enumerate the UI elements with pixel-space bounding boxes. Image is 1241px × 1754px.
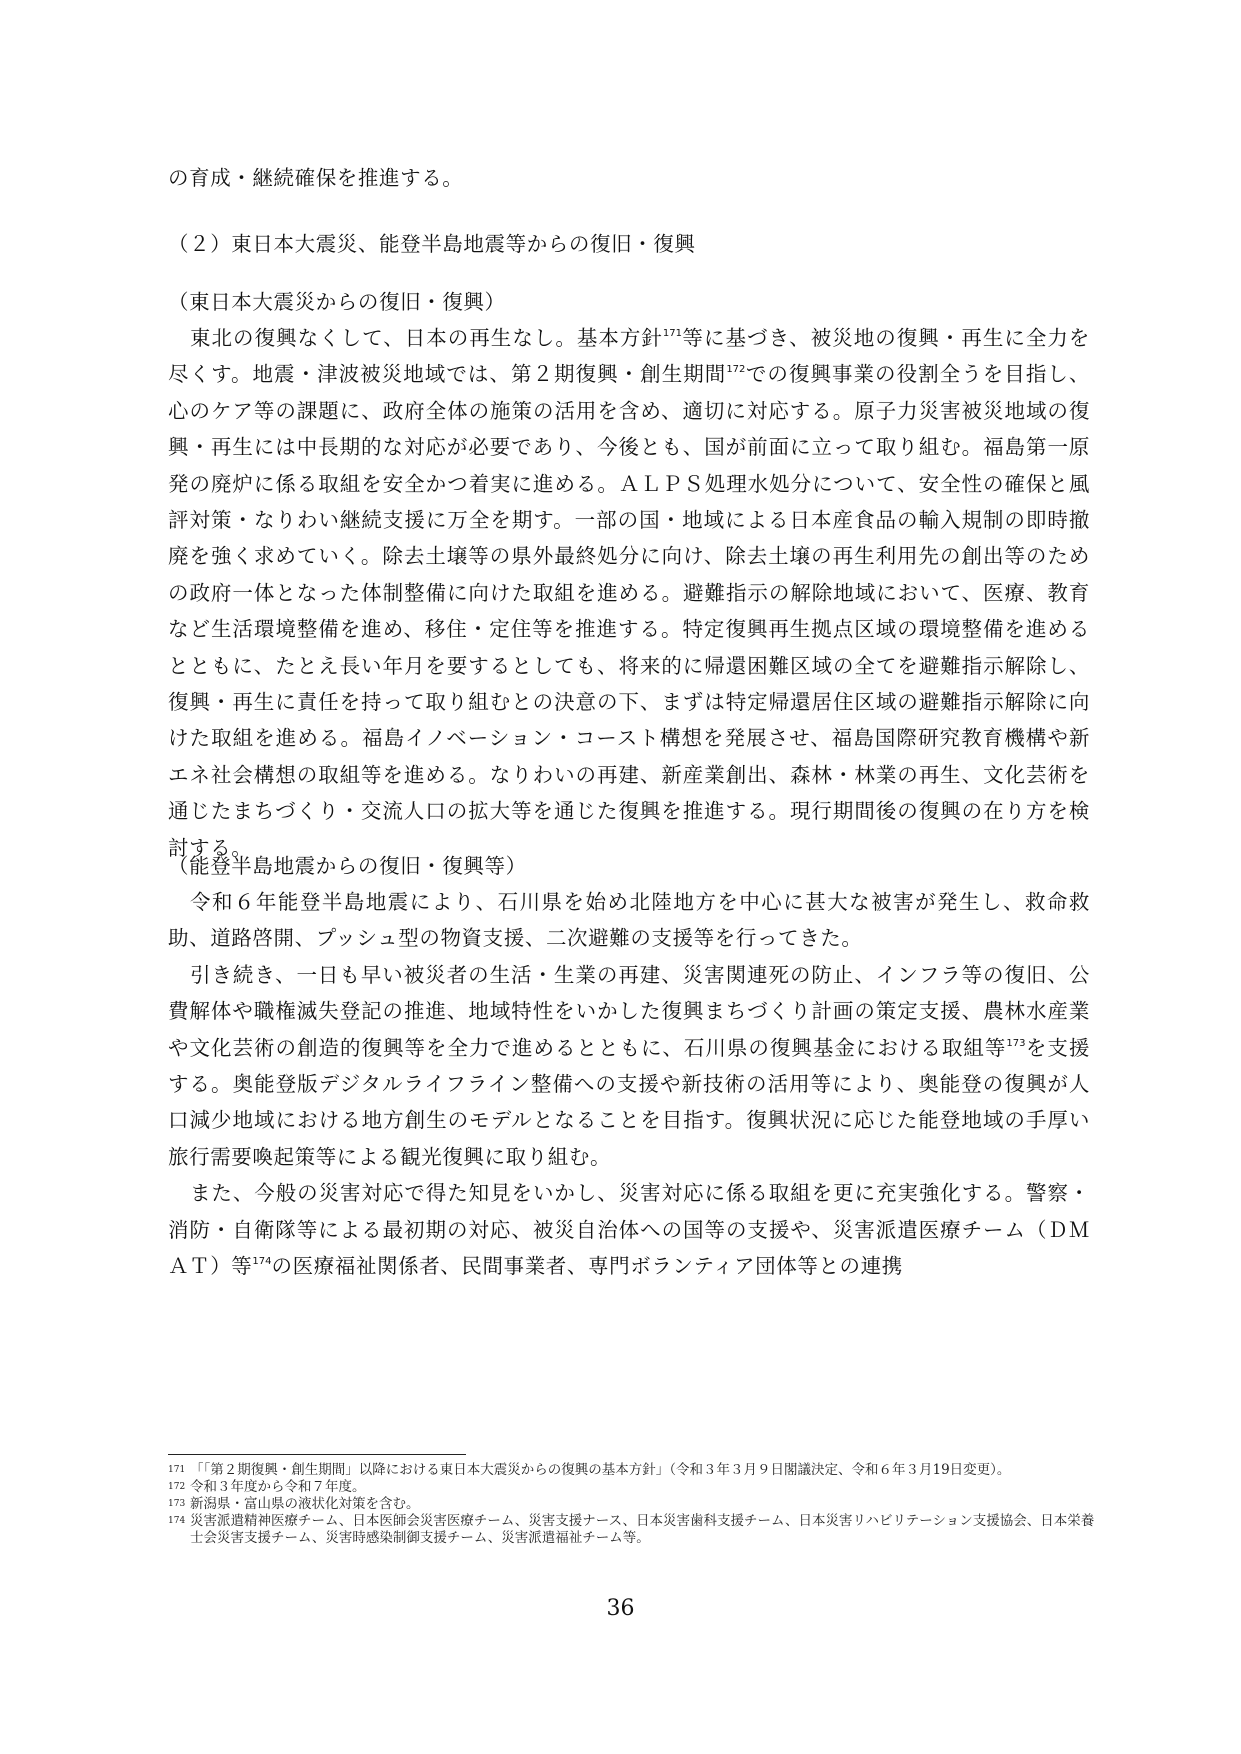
footnote-174 <box>168 1513 1098 1547</box>
footnote-ref-172[interactable]: 172 <box>726 364 746 376</box>
section-heading: （２）東日本大震災、能登半島地震等からの復旧・復興 <box>168 232 696 256</box>
footnote-ref-174[interactable]: 174 <box>252 1256 272 1268</box>
text-run: を支援する。奥能登版デジタルライフライン整備への支援や新技術の活用等により、奥能登の復興が人口減少地域における地方創生のモデルとなることを目指す。復興状況に応じた能登地域の手厚い旅行需要喚起策等による観光復興に取り組む。 <box>168 1035 1090 1169</box>
noto-paragraph-3 <box>168 1175 1090 1284</box>
footnotes <box>168 1462 1098 1547</box>
text-run: の医療福祉関係者、民間事業者、専門ボランティア団体等との連携 <box>271 1254 903 1279</box>
footnote-divider <box>168 1454 466 1455</box>
footnote-text: 「「第２期復興・創生期間」以降における東日本大震災からの復興の基本方針」（令和３年３月９日閣議決定、令和６年３月19日変更）。 <box>190 1462 1011 1478</box>
footnote-number: 174 <box>168 1516 186 1526</box>
footnote-text: 令和３年度から令和７年度。 <box>190 1479 366 1495</box>
noto-body <box>168 884 1090 1284</box>
great-east-japan-body <box>168 320 1090 866</box>
text-run: 東北の復興なくして、日本の再生なし。基本方針 <box>190 326 663 350</box>
page-number: 36 <box>606 1596 635 1621</box>
carry-over-text: の育成・継続確保を推進する。 <box>168 166 464 190</box>
text-run: での復興事業の役割全うを目指し、心のケア等の課題に、政府全体の施策の活用を含め、適切に対応する。原子力災害被災地域の復興・再生には中長期的な対応が必要であり、今後とも、国が前面に立って取り組む。福島第一原発の廃炉に係る取組を安全かつ着実に進める。ＡＬＰＳ処理水処分について、安全性の確保と風評対策・なりわい継続支援に万全を期す。一部の国・地域による日本産食品の輸入規制の即時撤廃を強く求めていく。除去土壌等の県外最終処分に向け、除去土壌の再生利用先の創出等のための政府一体となった体制整備に向けた取組を進める。避難指示の解除地域において、医療、教育など生活環境整備を進め、移住・定住等を推進する。特定復興再生拠点区域の環境整備を進めるとともに、たとえ長い年月を要するとしても、将来的に帰還困難区域の全てを避難指示解除し、復興・再生に責任を持って取り組むとの決意の下、まずは特定帰還居住区域の避難指示解除に向けた取組を進める。福島イノベーション・コースト構想を発展させ、福島国際研究教育機構や新エネ社会構想の取組等を進める。なりわいの再建、新産業創出、森林・林業の再生、文化芸術を通じたまちづくり・交流人口の拡大等を通じた復興を推進する。現行期間後の復興の在り方を検討する。 <box>168 362 1091 860</box>
text-run: また、今般の災害対応で得た知見をいかし、災害対応に係る取組を更に充実強化する。警察・消防・自衛隊等による最初期の対応、被災自治体への国等の支援や、災害派遣医療チーム（ＤＭＡＴ）等 <box>168 1181 1090 1279</box>
text-run: 等に基づき、被災地の復興・再生に全力を尽くす。地震・津波被災地域では、第２期復興・創生期間 <box>168 326 1090 387</box>
footnote-ref-171[interactable]: 171 <box>662 328 683 339</box>
subsection-heading-noto: （能登半島地震からの復旧・復興等） <box>168 854 527 878</box>
footnote-number: 173 <box>168 1499 186 1509</box>
footnote-171 <box>168 1462 1098 1479</box>
footnote-172 <box>168 1479 1098 1496</box>
noto-paragraph-1: 令和６年能登半島地震により、石川県を始め北陸地方を中心に甚大な被害が発生し、救命救助、道路啓開、プッシュ型の物資支援、二次避難の支援等を行ってきた。 <box>168 890 1090 951</box>
great-east-japan-paragraph <box>168 320 1090 866</box>
text-run: 引き続き、一日も早い被災者の生活・生業の再建、災害関連死の防止、インフラ等の復旧、公費解体や職権滅失登記の推進、地域特性をいかした復興まちづくり計画の策定支援、農林水産業や文化芸術の創造的復興等を全力で進めるとともに、石川県の復興基金における取組等 <box>168 962 1090 1060</box>
subsection-heading-great-east-japan: （東日本大震災からの復旧・復興） <box>168 290 506 314</box>
footnote-text: 災害派遣精神医療チーム、日本医師会災害医療チーム、災害支援ナース、日本災害歯科支援チーム、日本災害リハビリテーション支援協会、日本栄養士会災害支援チーム、災害時感染制御支援チーム、災害派遣福祉チーム等。 <box>190 1513 1095 1546</box>
footnote-number: 172 <box>168 1482 186 1492</box>
footnote-text: 新潟県・富山県の液状化対策を含む。 <box>190 1496 420 1512</box>
footnote-number: 171 <box>168 1465 186 1475</box>
footnote-173 <box>168 1496 1098 1513</box>
footnote-ref-173[interactable]: 173 <box>1006 1037 1026 1049</box>
noto-paragraph-2 <box>168 957 1090 1175</box>
